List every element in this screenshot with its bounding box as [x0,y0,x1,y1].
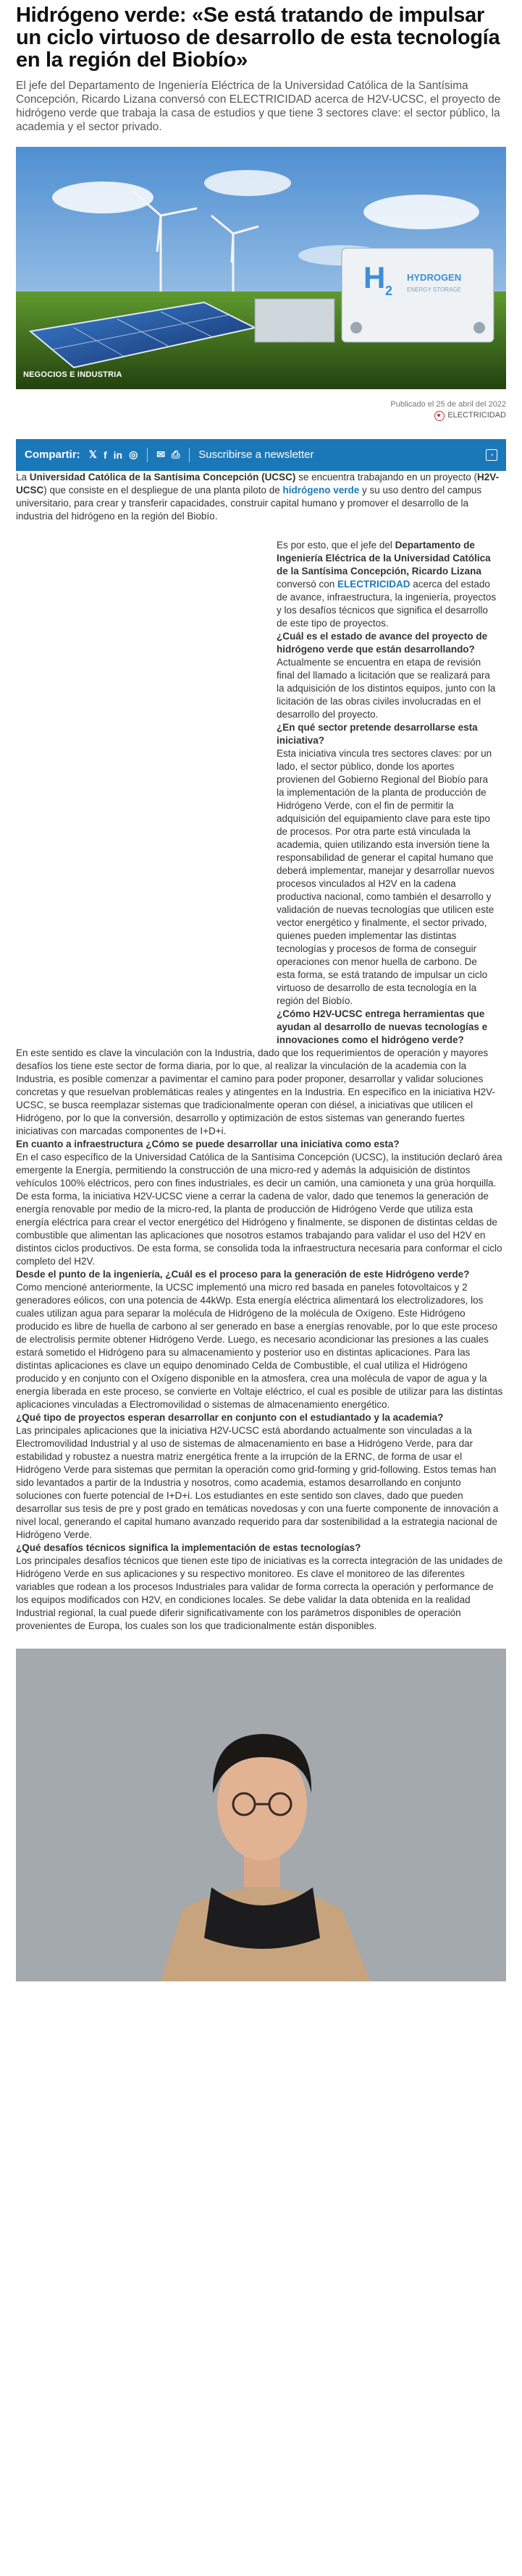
hidrogeno-verde-link[interactable]: hidrógeno verde [282,484,360,496]
interview-column [277,539,497,1047]
answer: En el caso específico de la Universidad Católica de la Santísima Concepción (UCSC), la institución declaró área emergente la Energía, permitiendo la construcción de una micro-red y además la adquisición de distintos vehículos 100% eléctricos, pero con fines industriales, es decir un camión, una camioneta y una grúa horquilla. De esta forma, la iniciativa H2V-UCSC viene a cerrar la cadena de valor, dado que tenemos la generación de energía renovable por medio de la micro-red, la planta de producción de Hidrógeno Verde que utiliza esta energía eléctrica para crear el vector energético del Hidrógeno y finalmente, se disponen de distintas celdas de combustible que alimentan las aplicaciones que nosotros estamos trabajando para validar el uso del H2V en distintos ciclos productivos. De esta forma, se consolida toda la infraestructura necesaria para conformar el ciclo completo del H2V. [16,1151,502,1267]
source-logo-icon [434,411,445,421]
question: En cuanto a infraestructura ¿Cómo se puede desarrollar una iniciativa como esta? [16,1138,400,1149]
electricidad-link[interactable]: ELECTRICIDAD [337,578,411,590]
hero-hydrogen-sublabel: ENERGY STORAGE [407,286,461,293]
share-bar [16,439,506,471]
question: Desde el punto de la ingeniería, ¿Cuál es el proceso para la generación de este Hidrógeno verde? [16,1268,470,1280]
answer: Las principales aplicaciones que la iniciativa H2V-UCSC está abordando actualmente son vinculadas a la Electromovilidad Industrial y al uso de sistemas de almacenamiento en base a Hidrógeno Verde, para dar estabilidad y robustez a nuestra matriz energética frente a la irrupción de la ERNC, de forma de usar el Hidrógeno Verde para sistemas que permitan la operación como grid-forming y grid-following. Estos temas han sido levantados a partir de la Industria y nosotros, como academia, estamos desarrollando en conjunto soluciones con fuerte potencial de I+D+i. Los estudiantes en este sentido son claves, dado que pueden desarrollar sus tesis de pre y post grado en temáticas novedosas y con una fuerte componente de innovación a nivel local, generando el capital humano avanzado requerido para dar sostenibilidad a la estrategia nacional de Hidrógeno Verde. [16,1424,499,1540]
question: ¿Cuál es el estado de avance del proyecto de hidrógeno verde que están desarrollando? [277,630,488,655]
email-icon[interactable]: ✉ [156,449,166,460]
portrait-photo [16,1649,506,1981]
question: ¿Qué tipo de proyectos esperan desarrollar en conjunto con el estudiantado y la academia? [16,1411,444,1423]
answer: Los principales desafíos técnicos que tienen este tipo de iniciativas es la correcta integración de las unidades de Hidrógeno Verde en sus aplicaciones y su respectivo monitoreo. Es clave el monitoreo de las diferentes variables que rodean a los procesos Industriales para validar de forma correcta la operación y performance de los equipos modificados con H2V, en condiciones locales. Se debe validar la data obtenida en la realidad Industrial regional, la cual puede diferir significativamente con los parámetros disponibles de operación provenientes de Europa, los cuales son los que tradicionalmente están disponibles. [16,1555,503,1631]
linkedin-icon[interactable]: in [113,449,123,461]
subscribe-newsletter-link[interactable]: Suscribirse a newsletter [198,449,314,461]
question: ¿Qué desafíos técnicos significa la implementación de estas tecnologías? [16,1542,361,1553]
share-label: Compartir: [25,449,80,461]
svg-text:2: 2 [385,284,393,298]
hydrogen-illustration [16,147,506,389]
print-icon[interactable]: ⎙ [172,449,180,460]
twitter-icon[interactable]: 𝕏 [88,449,97,460]
category-tag[interactable]: NEGOCIOS E INDUSTRIA [23,370,122,379]
divider [189,448,190,462]
intro-paragraph: La Universidad Católica de la Santísima Concepción (UCSC) se encuentra trabajando en un proyecto (H2V-UCSC) que consiste en el despliegue de una planta piloto de hidrógeno verde y su uso dentro del campus universitario, para crear y transferir capacidades, construir capital humano y promover el desarrollo de la industria del hidrógeno en la región del Biobío. [16,471,500,522]
svg-text:H: H [363,260,386,294]
publish-date: Publicado el 25 de abril del 2022 [390,400,506,409]
question: ¿Cómo H2V-UCSC entrega herramientas que ayudan al desarrollo de nuevas tecnologías e innovaciones como el hidrógeno verde? [277,1008,488,1045]
divider [147,448,148,462]
hero-hydrogen-label: HYDROGEN [407,272,462,283]
question: ¿En qué sector pretende desarrollarse esta iniciativa? [277,721,478,746]
answer: Actualmente se encuentra en etapa de revisión final del llamado a licitación que se realizará para la adquisición de los distintos equipos, junto con la licitación de las obras civiles involucradas en el desarrollo del proyecto. [277,656,496,720]
answer: Esta iniciativa vincula tres sectores claves: por un lado, el sector público, donde los aportes provienen del Gobierno Regional del Biobío para la implementación de la planta de producción de Hidrógeno Verde, con el fin de permitir la adquisición del equipamiento clave para este tipo de procesos. Por otra parte está vinculada la academia, quien utilizando esta inversión tiene la responsabilidad de generar el capital humano que deberá implementar, manejar y desarrollar nuevos procesos vinculados al H2V en la cadena productiva nacional, como también el desarrollo y validación de nuevas tecnologías que utilicen este vector energético y finalmente, el sector privado, quienes pueden implementar las distintas tecnologías y procesos de forma de conseguir operaciones con menor huella de carbono. De esta forma, se está tratando de impulsar un ciclo virtuoso de desarrollo de esta tecnología en la región del Biobío. [277,747,494,1006]
answer: Como mencioné anteriormente, la UCSC implementó una micro red basada en paneles fotovoltaicos y 2 generadores eólicos, con una potencia de 44kWp. Esta energía eléctrica alimentará los electrolizadores, los cuales utilizan agua para separar la molécula de Hidrógeno de la molécula de Oxígeno. Este Hidrógeno producido es libre de huella de carbono al ser generado en base a energías renovable, por lo que este proceso de electrolisis permite obtener Hidrógeno Verde. Luego, es necesario acondicionar las presiones a las cuales estará sometido el Hidrógeno para su almacenamiento y posterior uso en distintas aplicaciones. Para las distintas aplicaciones es clave un equipo denominado Celda de Combustible, el cual utiliza el Hidrógeno producido y en conjunto con el Oxígeno disponible en la atmosfera, crea una molécula de vapor de agua y la energía liberada en este proceso, se convierte en Voltaje eléctrico, el cual es posible de utilizar para las distintas aplicaciones vinculadas a Electromovilidad o sistemas de almacenamiento energético. [16,1281,503,1410]
answer: En este sentido es clave la vinculación con la Industria, dado que los requerimientos de operación y mayores desafíos los tiene este sector de forma diaria, por lo que, al realizar la vinculación de la academia con la Industria, es posible comenzar a pavimentar el camino para poder proponer, desarrollar y validar soluciones concretas y que resuelvan problemáticas reales y atingentes en la Industria. En específico en la iniciativa H2V-UCSC, se busca reemplazar sistemas que tradicionalmente operan con diésel, a iniciativas que utilicen el Hidrógeno, por lo que la conversión, desarrollo y optimización de estos sistemas van generando fuertes iniciativas con marcadas componentes de I+D+i. [16,1047,495,1136]
source[interactable] [434,410,506,421]
person-portrait [16,1649,506,1981]
source-name: ELECTRICIDAD [447,411,506,420]
paragraph: Es por esto, que el jefe del Departamento de Ingeniería Eléctrica de la Universidad Católica de la Santísima Concepción, Ricardo Lizana conversó con ELECTRICIDAD acerca del estado de avance, infraestructura, la ingeniería, proyectos y los desafíos técnicos que significa el desarrollo de este tipo de proyectos. [277,539,497,629]
whatsapp-icon[interactable]: ◎ [129,449,138,460]
facebook-icon[interactable]: f [103,449,107,461]
page-title: Hidrógeno verde: «Se está tratando de impulsar un ciclo virtuoso de desarrollo de esta tecnología en la región del Biobío» [16,4,500,72]
article [0,4,522,1981]
article-lead: El jefe del Departamento de Ingeniería Eléctrica de la Universidad Católica de la Santísima Concepción, Ricardo Lizana conversó con ELECTRICIDAD acerca de H2V-UCSC, el proyecto de hidrógeno verde que trabaja la casa de estudios y que tiene 3 sectores clave: el sector público, la academia y el sector privado. [16,80,501,133]
article-meta [16,399,506,425]
rss-icon[interactable]: ◔ [486,449,497,461]
hero-image [16,147,506,389]
